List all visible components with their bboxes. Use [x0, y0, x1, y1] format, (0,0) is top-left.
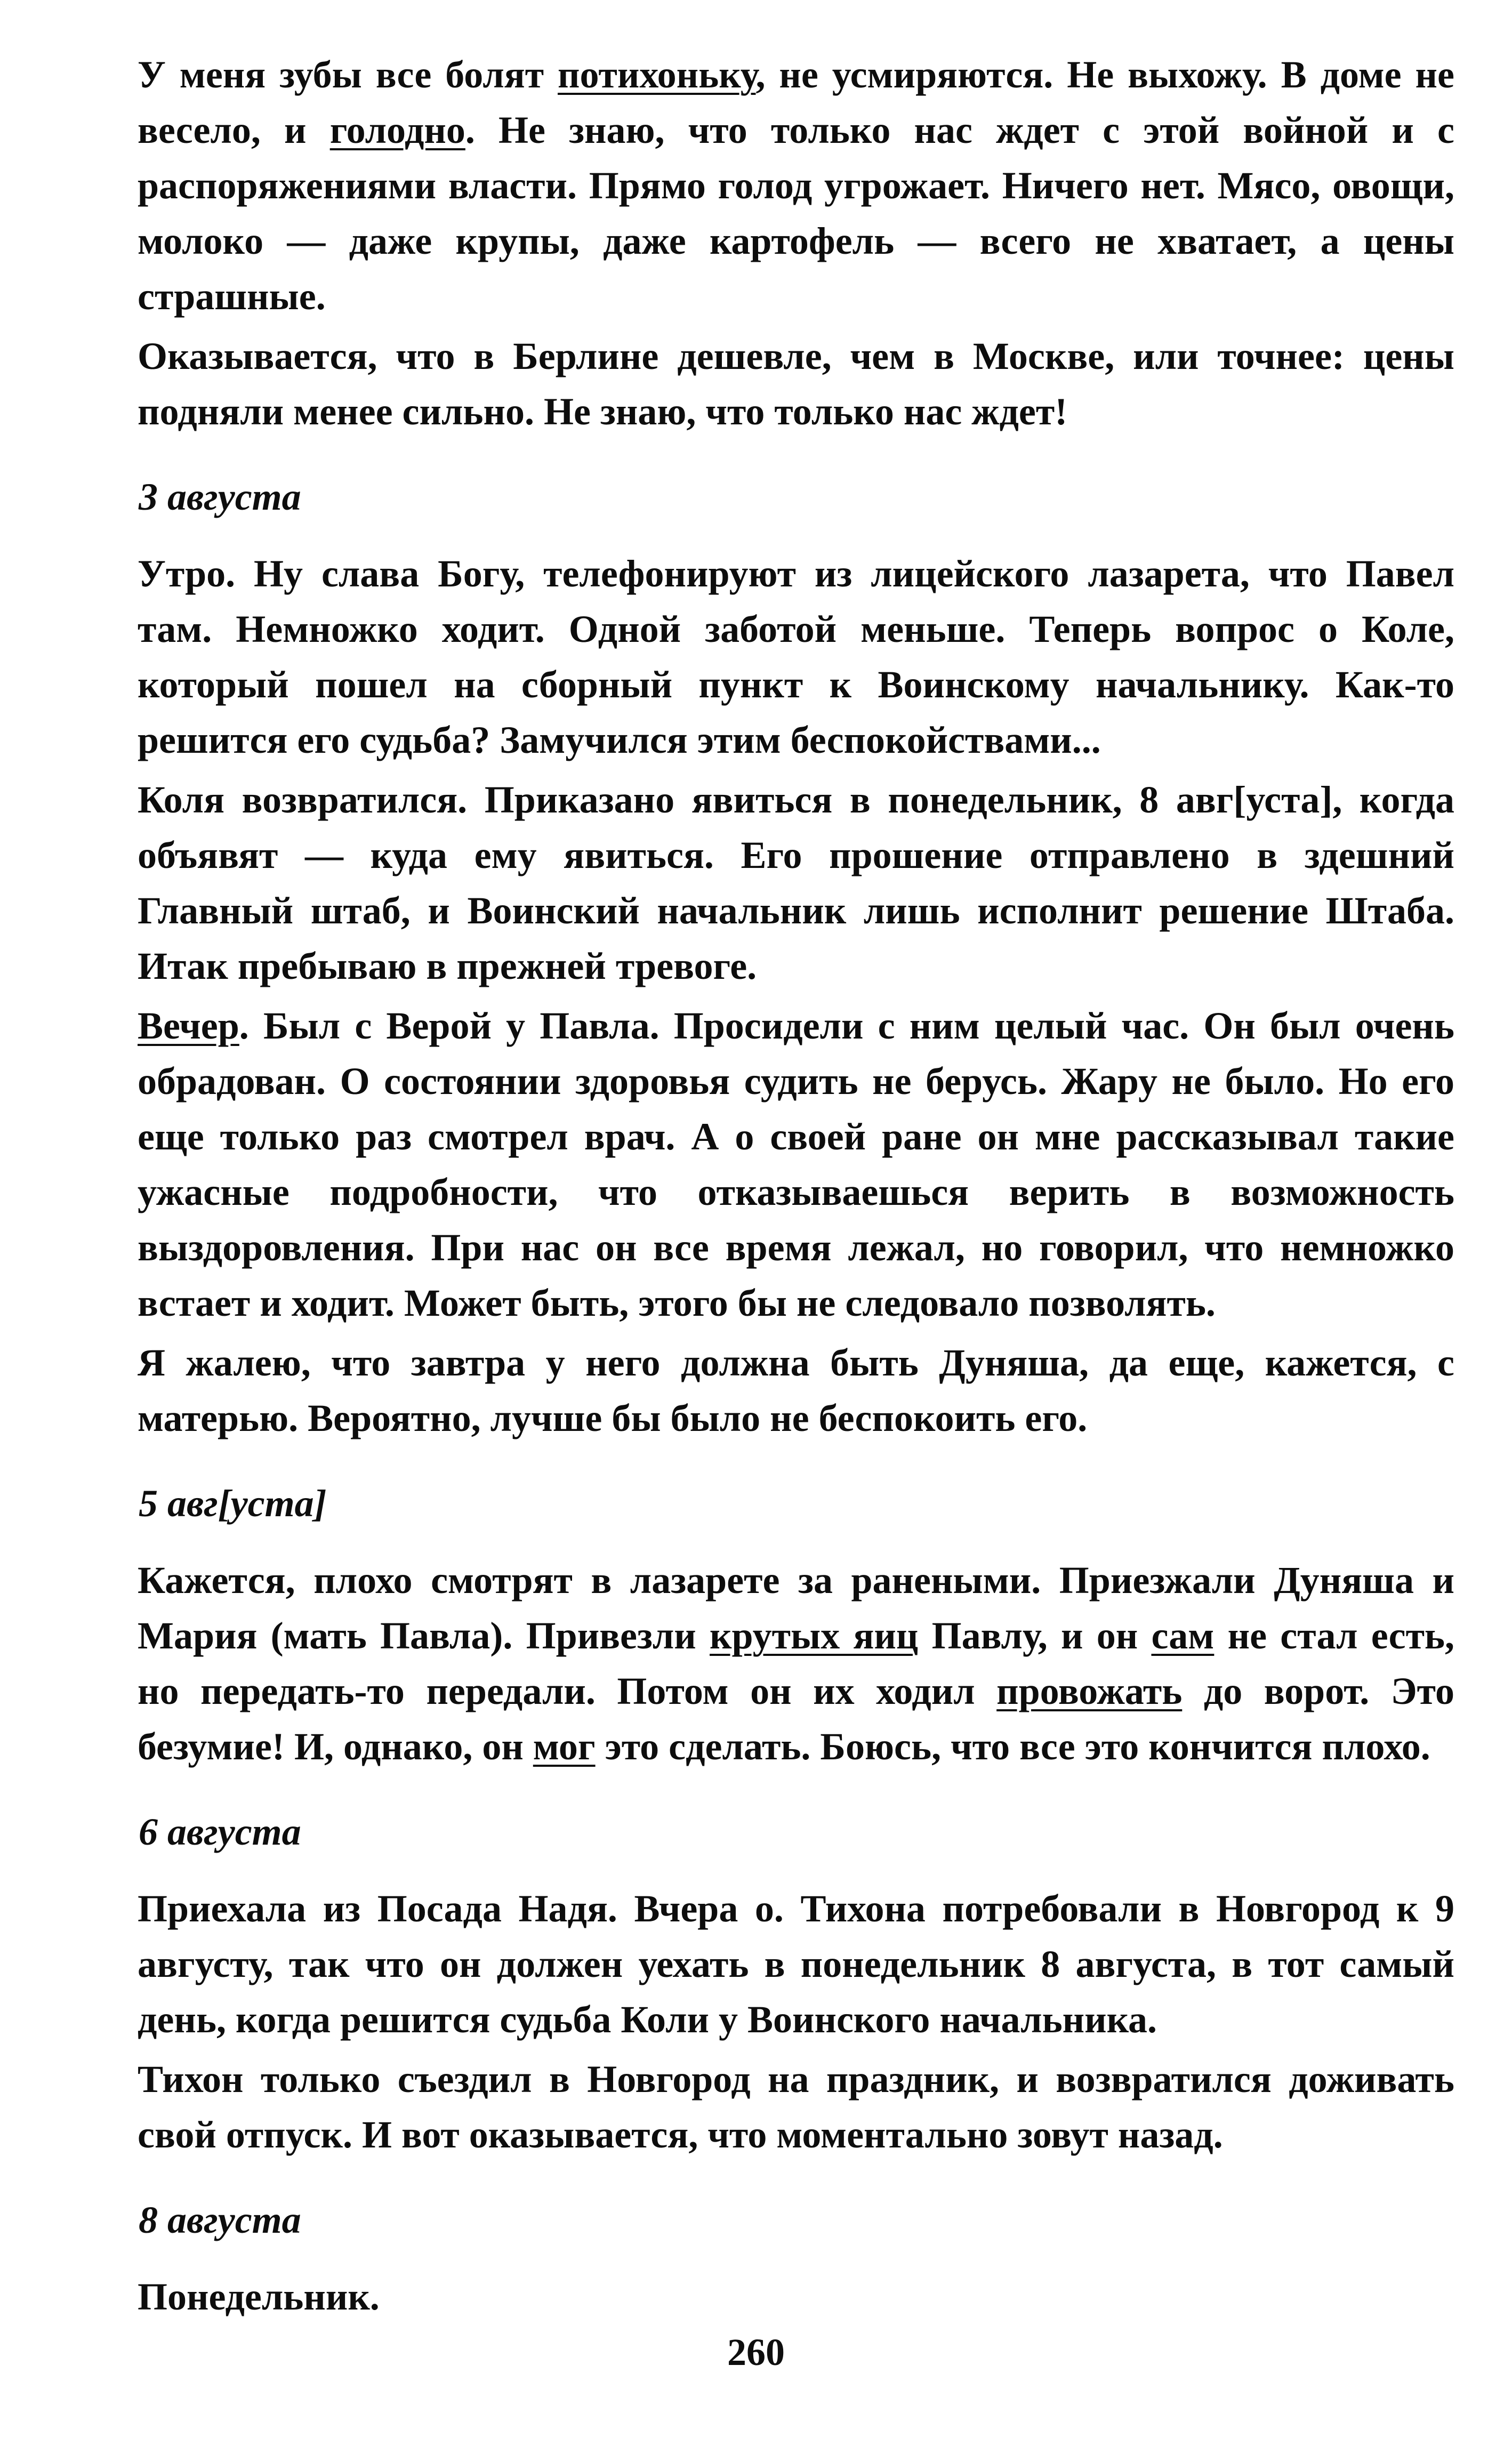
text-run: до ворот. Это безумие! И, однако, он [138, 1670, 1454, 1768]
entry-date-heading: 8 августа [139, 2199, 301, 2241]
diary-paragraph [138, 2269, 1454, 2324]
diary-paragraph [138, 1552, 1454, 1774]
diary-paragraph [138, 546, 1454, 768]
text-run: , не усмиряются. Не выхожу. В доме не весело, и [138, 53, 1454, 151]
text-run: это сделать. Боюсь, что все это кончится плохо. [595, 1725, 1430, 1768]
underlined-text: потихоньку [558, 53, 756, 96]
text-run: Оказывается, что в Берлине дешевле, чем в Москве, или точнее: цены подняли менее сильно. Не знаю, что только нас ждет! [138, 335, 1454, 433]
text-run: Утро. Ну слава Богу, телефонируют из лицейского лазарета, что Павел там. Немножко ходит. Одной заботой меньше. Теперь вопрос о Коле, который пошел на сборный пункт к Воинскому начальнику. Как-то решится его судьба? Замучился этим беспокойствами... [138, 552, 1454, 761]
text-run: У меня зубы все болят [138, 53, 558, 96]
entry-date-heading: 3 августа [139, 476, 301, 518]
text-run: Я жалею, что завтра у него должна быть Дуняша, да еще, кажется, с матерью. Вероятно, лучше бы было не беспокоить его. [138, 1341, 1454, 1439]
diary-paragraph [138, 47, 1454, 324]
entry-date-heading: 6 августа [139, 1811, 301, 1853]
text-run: Кажется, плохо смотрят в лазарете за ранеными. Приезжали Дуняша и Мария (мать Павла). Привезли [138, 1559, 1454, 1657]
diary-paragraph [138, 998, 1454, 1331]
entry-date-heading: 5 авг[уста] [139, 1482, 327, 1525]
text-run: не стал есть, но передать-то передали. Потом он их ходил [138, 1614, 1455, 1712]
diary-paragraph [138, 1881, 1454, 2047]
underlined-text: Вечер [138, 1004, 239, 1047]
underlined-text: сам [1151, 1614, 1215, 1657]
diary-text [138, 47, 1454, 2324]
diary-paragraph [138, 1335, 1454, 1446]
text-run: Павлу, и он [918, 1614, 1152, 1657]
underlined-text: голодно [329, 109, 465, 151]
diary-paragraph [138, 328, 1454, 439]
diary-paragraph [138, 2051, 1454, 2162]
page-number: 260 [727, 2331, 785, 2374]
text-run: Коля возвратился. Приказано явиться в понедельник, 8 авг[уста], когда объявят — куда ему явиться. Его прошение отправлено в здешний Главный штаб, и Воинский начальник лишь исполнит решение Штаба. Итак пребываю в прежней тревоге. [138, 778, 1454, 987]
underlined-text: крутых яиц [710, 1614, 919, 1657]
underlined-text: мог [533, 1725, 596, 1768]
text-run: Тихон только съездил в Новгород на праздник, и возвратился доживать свой отпуск. И вот оказывается, что моментально зовут назад. [138, 2058, 1454, 2156]
text-run: Понедельник. [138, 2275, 380, 2318]
diary-paragraph [138, 772, 1454, 994]
underlined-text: провожать [996, 1670, 1183, 1712]
text-run: Приехала из Посада Надя. Вчера о. Тихона потребовали в Новгород к 9 августу, так что он должен уехать в понедельник 8 августа, в тот самый день, когда решится судьба Коли у Воинского начальника. [138, 1887, 1454, 2041]
text-run: . Был с Верой у Павла. Просидели с ним целый час. Он был очень обрадован. О состоянии здоровья судить не берусь. Жару не было. Но его еще только раз смотрел врач. А о своей ране он мне рассказывал такие ужасные подробности, что отказываешься верить в возможность выздоровления. При нас он все время лежал, но говорил, что немножко встает и ходит. Может быть, этого бы не следовало позволять. [138, 1004, 1454, 1324]
text-run: . Не знаю, что только нас ждет с этой войной и с распоряжениями власти. Прямо голод угрожает. Ничего нет. Мясо, овощи, молоко — даже крупы, даже картофель — всего не хватает, а цены страшные. [138, 109, 1455, 318]
